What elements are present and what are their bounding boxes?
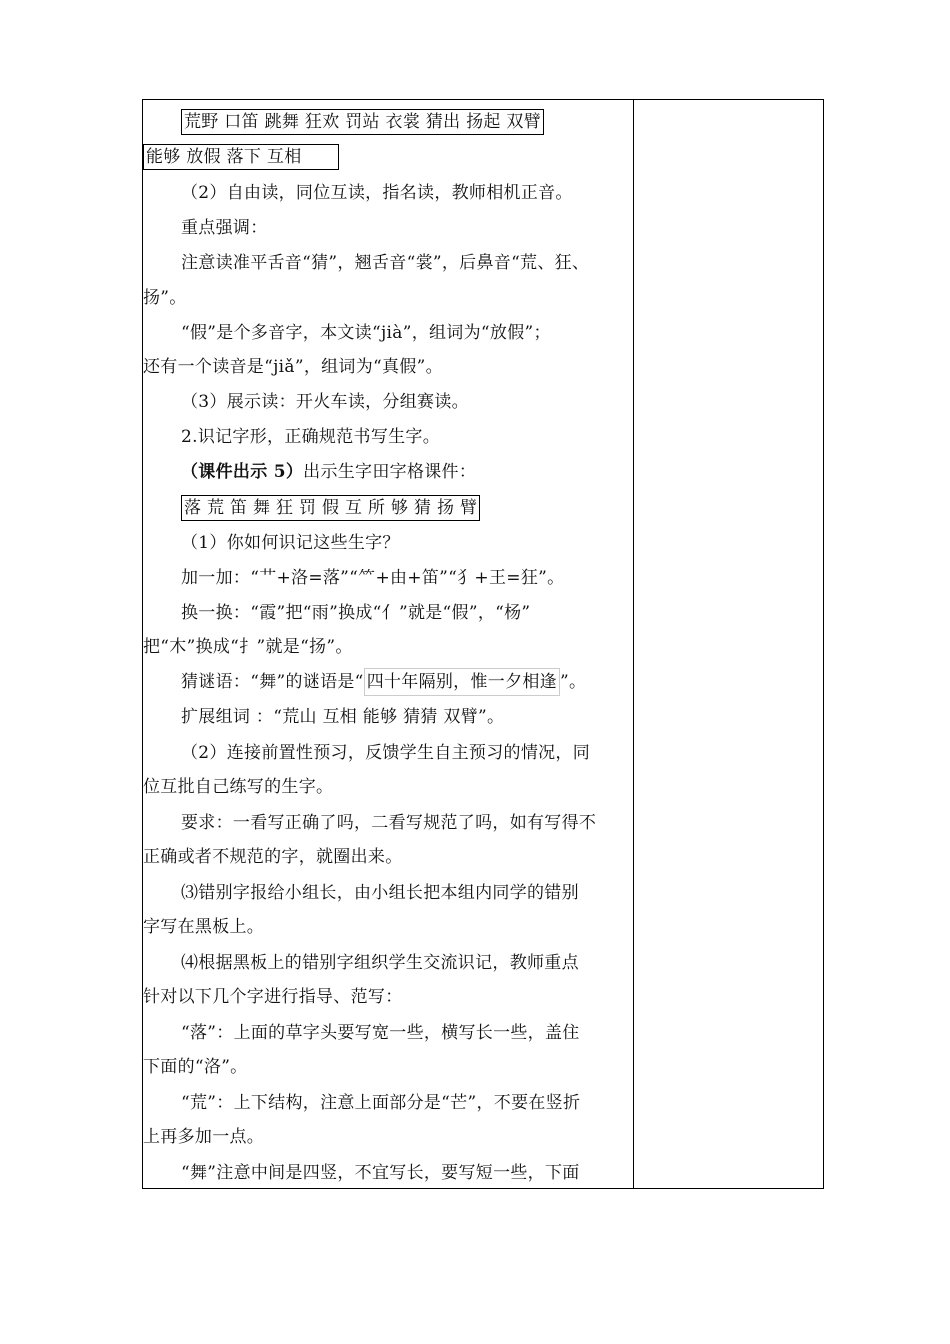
paragraph: 针对以下几个字进行指导、范写：: [143, 987, 403, 1007]
paragraph: （3）展示读：开火车读，分组赛读。: [181, 392, 469, 412]
lesson-table: [142, 99, 824, 1189]
paragraph: “舞”注意中间是四竖，不宜写长，要写短一些，下面: [181, 1163, 580, 1183]
paragraph: ⑷根据黑板上的错别字组织学生交流识记，教师重点: [181, 953, 579, 973]
paragraph: （2）连接前置性预习，反馈学生自主预习的情况，同: [181, 743, 591, 763]
courseware-line: [181, 457, 476, 487]
vocab-box-2: 能够 放假 落下 互相: [143, 144, 339, 170]
vocab-row-1: [181, 107, 544, 137]
paragraph: 扩展组词 ：“荒山 互相 能够 猜猜 双臂”。: [181, 707, 505, 727]
paragraph: 位互批自己练写的生字。: [143, 777, 334, 797]
paragraph: 字写在黑板上。: [143, 917, 265, 937]
paragraph: 下面的“洛”。: [143, 1057, 248, 1077]
paragraph: 正确或者不规范的字，就圈出来。: [143, 847, 403, 867]
paragraph: 上再多加一点。: [143, 1127, 265, 1147]
paragraph: （2）自由读，同位互读，指名读，教师相机正音。: [181, 183, 573, 203]
paragraph: （1）你如何识记这些生字？: [181, 533, 400, 553]
paragraph: “落”：上面的草字头要写宽一些，横写长一些，盖住: [181, 1023, 580, 1043]
paragraph: 重点强调：: [181, 218, 268, 238]
paragraph: ⑶错别字报给小组长，由小组长把本组内同学的错别: [181, 883, 579, 903]
paragraph: “荒”：上下结构，注意上面部分是“芒”，不要在竖折: [181, 1093, 581, 1113]
characters-box: 落 荒 笛 舞 狂 罚 假 互 所 够 猜 扬 臂: [181, 495, 480, 521]
column-divider: [633, 100, 634, 1188]
riddle-line: [181, 667, 586, 697]
paragraph: 2.识记字形，正确规范书写生字。: [181, 427, 441, 447]
riddle-box: 四十年隔别，惟一夕相逢: [364, 668, 560, 696]
characters-row: [181, 493, 480, 523]
paragraph: 换一换：“霞”把“雨”换成“亻”就是“假”，“杨”: [181, 603, 531, 623]
vocab-box-1: 荒野 口笛 跳舞 狂欢 罚站 衣裳 猜出 扬起 双臂: [181, 109, 544, 135]
content-cell: [143, 100, 633, 1188]
paragraph: 还有一个读音是“jiǎ”，组词为“真假”。: [143, 357, 443, 377]
paragraph: 要求：一看写正确了吗，二看写规范了吗，如有写得不: [181, 813, 597, 833]
paragraph: “假”是个多音字，本文读“jià”，组词为“放假”；: [181, 323, 551, 343]
vocab-row-2: [143, 142, 339, 172]
courseware-text: 出示生字田字格课件：: [303, 462, 477, 482]
riddle-prefix: 猜谜语：“舞”的谜语是“: [181, 672, 364, 692]
paragraph: 注意读准平舌音“猜”，翘舌音“裳”，后鼻音“荒、狂、: [181, 253, 590, 273]
paragraph: 把“木”换成“扌”就是“扬”。: [143, 637, 353, 657]
courseware-label: （课件出示 5）: [181, 462, 304, 482]
paragraph: 扬”。: [143, 288, 187, 308]
riddle-suffix: ”。: [560, 672, 587, 692]
paragraph: 加一加：“艹+洛=落”“⺮+由+笛”“犭+王=狂”。: [181, 568, 565, 588]
